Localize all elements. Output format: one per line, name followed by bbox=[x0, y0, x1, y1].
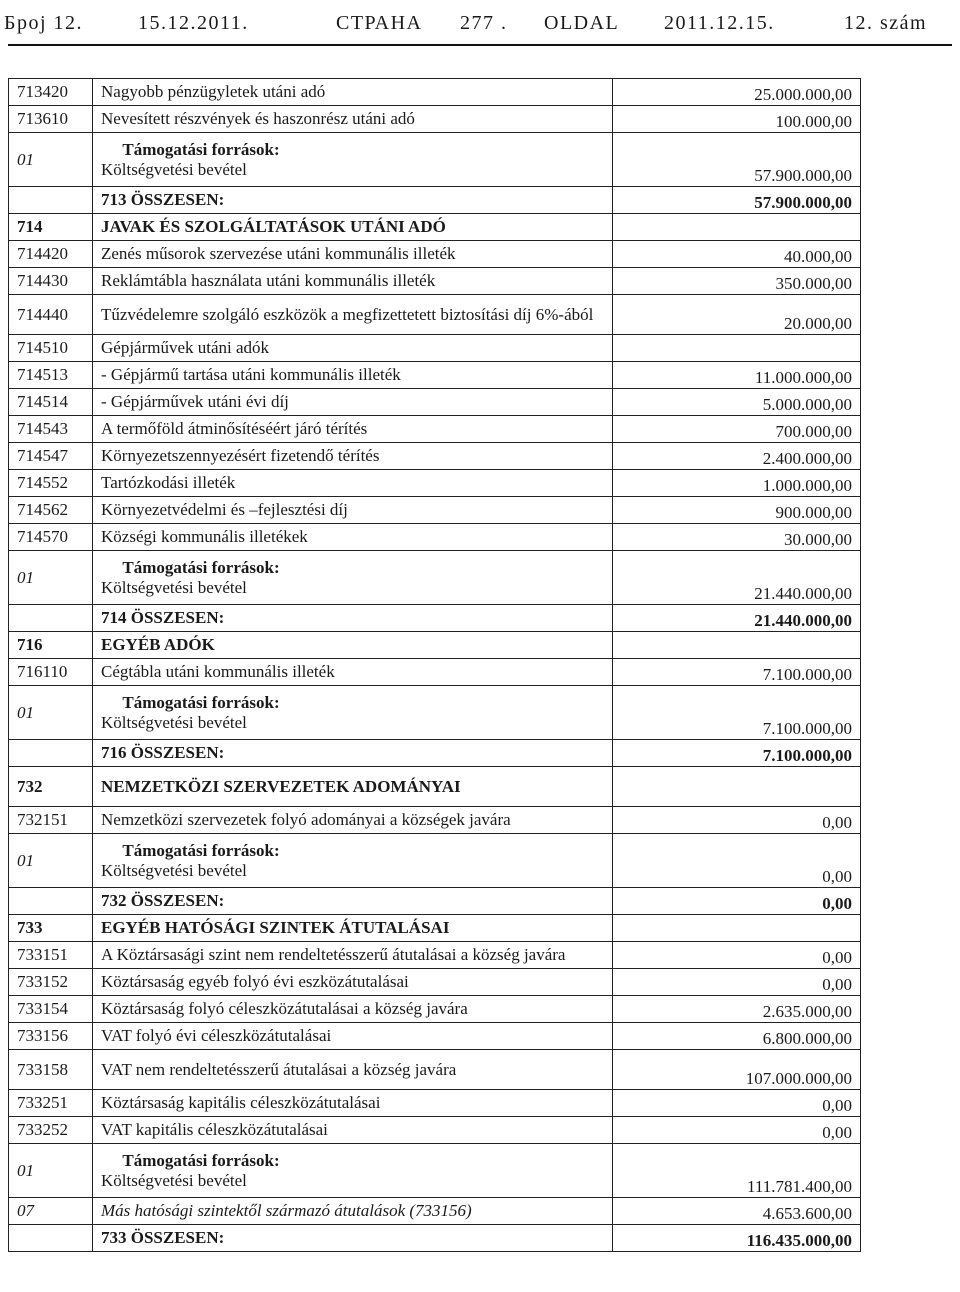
table-row bbox=[9, 969, 861, 996]
row-description-text: Gépjárművek utáni adók bbox=[101, 338, 270, 357]
row-description bbox=[93, 79, 613, 106]
row-description-text: Környezetszennyezésért fizetendő térítés bbox=[101, 446, 380, 465]
table-row bbox=[9, 1023, 861, 1050]
table-row bbox=[9, 1090, 861, 1117]
row-description bbox=[93, 1225, 613, 1252]
page-number: 277 . bbox=[460, 12, 508, 34]
row-code: 733154 bbox=[9, 996, 93, 1023]
row-description bbox=[93, 1050, 613, 1090]
row-code: 714430 bbox=[9, 268, 93, 295]
row-code bbox=[9, 740, 93, 767]
funding-source-name: Költségvetési bevétel bbox=[101, 577, 247, 597]
table-row bbox=[9, 106, 861, 133]
table-row bbox=[9, 214, 861, 241]
row-amount: 6.800.000,00 bbox=[613, 1023, 861, 1050]
table-row bbox=[9, 416, 861, 443]
row-description bbox=[93, 187, 613, 214]
row-amount: 7.100.000,00 bbox=[613, 659, 861, 686]
funding-sources-label: Támogatási források: bbox=[122, 692, 280, 712]
row-description bbox=[93, 1090, 613, 1117]
row-description bbox=[93, 834, 613, 888]
row-description bbox=[93, 335, 613, 362]
row-description bbox=[93, 295, 613, 335]
table-row bbox=[9, 524, 861, 551]
table-row bbox=[9, 1117, 861, 1144]
row-code: 01 bbox=[9, 1144, 93, 1198]
row-description-text: Környezetvédelmi és –fejlesztési díj bbox=[101, 500, 348, 519]
issue-number-hu: 12. szám bbox=[844, 12, 928, 34]
row-code bbox=[9, 888, 93, 915]
row-amount: 0,00 bbox=[613, 942, 861, 969]
row-code: 714513 bbox=[9, 362, 93, 389]
row-amount bbox=[613, 214, 861, 241]
row-description-text: - Gépjárművek utáni évi díj bbox=[101, 392, 289, 411]
row-amount: 700.000,00 bbox=[613, 416, 861, 443]
row-code: 714543 bbox=[9, 416, 93, 443]
row-description-text: Nagyobb pénzügyletek utáni adó bbox=[101, 82, 326, 101]
funding-source-name: Költségvetési bevétel bbox=[101, 712, 247, 732]
row-description bbox=[93, 106, 613, 133]
page-label-hu: OLDAL bbox=[544, 12, 620, 34]
row-description-text: NEMZETKÖZI SZERVEZETEK ADOMÁNYAI bbox=[101, 776, 461, 796]
row-amount: 57.900.000,00 bbox=[613, 133, 861, 187]
table-row bbox=[9, 295, 861, 335]
budget-table bbox=[8, 78, 861, 1252]
table-row bbox=[9, 362, 861, 389]
row-code: 01 bbox=[9, 133, 93, 187]
row-description bbox=[93, 605, 613, 632]
row-code: 713420 bbox=[9, 79, 93, 106]
row-description bbox=[93, 659, 613, 686]
table-row bbox=[9, 79, 861, 106]
row-description bbox=[93, 942, 613, 969]
header-divider bbox=[8, 44, 952, 46]
row-description bbox=[93, 497, 613, 524]
table-row bbox=[9, 942, 861, 969]
row-description-text: Köztársaság egyéb folyó évi eszközátutalásai bbox=[101, 972, 409, 991]
row-amount: 5.000.000,00 bbox=[613, 389, 861, 416]
row-code: 733152 bbox=[9, 969, 93, 996]
row-code: 01 bbox=[9, 834, 93, 888]
row-description bbox=[93, 1144, 613, 1198]
table-row bbox=[9, 888, 861, 915]
row-code: 733252 bbox=[9, 1117, 93, 1144]
row-code: 733156 bbox=[9, 1023, 93, 1050]
row-description bbox=[93, 551, 613, 605]
row-description bbox=[93, 389, 613, 416]
row-description bbox=[93, 807, 613, 834]
table-row bbox=[9, 740, 861, 767]
row-code: 733251 bbox=[9, 1090, 93, 1117]
page-label-sr: СТРАНА bbox=[336, 12, 423, 34]
row-amount: 2.400.000,00 bbox=[613, 443, 861, 470]
row-code: 714570 bbox=[9, 524, 93, 551]
row-amount bbox=[613, 767, 861, 807]
table-row bbox=[9, 1144, 861, 1198]
row-description-text: JAVAK ÉS SZOLGÁLTATÁSOK UTÁNI ADÓ bbox=[101, 217, 446, 236]
table-row bbox=[9, 335, 861, 362]
row-description-text: VAT kapitális céleszközátutalásai bbox=[101, 1120, 328, 1139]
row-description bbox=[93, 1198, 613, 1225]
row-code: 716110 bbox=[9, 659, 93, 686]
section-total-label: 713 ÖSSZESEN: bbox=[101, 190, 225, 209]
table-row bbox=[9, 470, 861, 497]
table-row bbox=[9, 551, 861, 605]
row-code: 714562 bbox=[9, 497, 93, 524]
row-code: 714510 bbox=[9, 335, 93, 362]
section-total-label: 733 ÖSSZESEN: bbox=[101, 1228, 225, 1247]
row-description-text: VAT folyó évi céleszközátutalásai bbox=[101, 1026, 332, 1045]
row-amount: 21.440.000,00 bbox=[613, 551, 861, 605]
row-code: 714 bbox=[9, 214, 93, 241]
row-description-text: EGYÉB HATÓSÁGI SZINTEK ÁTUTALÁSAI bbox=[101, 918, 450, 937]
row-description-text: EGYÉB ADÓK bbox=[101, 635, 215, 654]
row-description bbox=[93, 632, 613, 659]
row-amount: 2.635.000,00 bbox=[613, 996, 861, 1023]
row-code: 714547 bbox=[9, 443, 93, 470]
section-total-amount: 21.440.000,00 bbox=[613, 605, 861, 632]
table-row bbox=[9, 686, 861, 740]
section-total-label: 714 ÖSSZESEN: bbox=[101, 608, 225, 627]
issue-number-sr: Број 12. bbox=[4, 12, 84, 34]
row-code: 733151 bbox=[9, 942, 93, 969]
row-amount: 25.000.000,00 bbox=[613, 79, 861, 106]
row-amount: 900.000,00 bbox=[613, 497, 861, 524]
row-description bbox=[93, 524, 613, 551]
row-amount: 0,00 bbox=[613, 1117, 861, 1144]
section-total-amount: 7.100.000,00 bbox=[613, 740, 861, 767]
funding-sources-label: Támogatási források: bbox=[122, 1150, 280, 1170]
row-amount: 11.000.000,00 bbox=[613, 362, 861, 389]
date-hu: 2011.12.15. bbox=[664, 12, 775, 34]
section-total-amount: 57.900.000,00 bbox=[613, 187, 861, 214]
date-sr: 15.12.2011. bbox=[138, 12, 249, 34]
row-amount: 107.000.000,00 bbox=[613, 1050, 861, 1090]
funding-sources-label: Támogatási források: bbox=[122, 557, 280, 577]
row-description-text: Nemzetközi szervezetek folyó adományai a községek javára bbox=[101, 810, 511, 829]
funding-source-name: Költségvetési bevétel bbox=[101, 1170, 247, 1190]
row-amount: 20.000,00 bbox=[613, 295, 861, 335]
row-amount bbox=[613, 632, 861, 659]
table-row bbox=[9, 133, 861, 187]
section-total-amount: 116.435.000,00 bbox=[613, 1225, 861, 1252]
row-description bbox=[93, 214, 613, 241]
row-description-text: Nevesített részvények és haszonrész utáni adó bbox=[101, 109, 415, 128]
row-code: 733158 bbox=[9, 1050, 93, 1090]
table-row bbox=[9, 1198, 861, 1225]
row-code bbox=[9, 187, 93, 214]
row-description-text: Tartózkodási illeték bbox=[101, 473, 236, 492]
row-amount: 100.000,00 bbox=[613, 106, 861, 133]
section-total-amount: 0,00 bbox=[613, 888, 861, 915]
table-row bbox=[9, 807, 861, 834]
row-description-text: Községi kommunális illetékek bbox=[101, 527, 308, 546]
table-row bbox=[9, 834, 861, 888]
table-row bbox=[9, 659, 861, 686]
row-description-text: Cégtábla utáni kommunális illeték bbox=[101, 662, 335, 681]
row-amount: 0,00 bbox=[613, 834, 861, 888]
table-row bbox=[9, 268, 861, 295]
table-row bbox=[9, 996, 861, 1023]
row-code: 01 bbox=[9, 551, 93, 605]
table-row bbox=[9, 241, 861, 268]
row-amount: 1.000.000,00 bbox=[613, 470, 861, 497]
table-row bbox=[9, 443, 861, 470]
row-code: 01 bbox=[9, 686, 93, 740]
table-row bbox=[9, 605, 861, 632]
row-description bbox=[93, 996, 613, 1023]
row-description-text: Reklámtábla használata utáni kommunális illeték bbox=[101, 271, 436, 290]
funding-sources-label: Támogatási források: bbox=[122, 840, 280, 860]
row-description-text: VAT nem rendeltetésszerű átutalásai a község javára bbox=[101, 1059, 457, 1079]
funding-source-name: Költségvetési bevétel bbox=[101, 159, 247, 179]
row-amount: 0,00 bbox=[613, 1090, 861, 1117]
section-total-label: 716 ÖSSZESEN: bbox=[101, 743, 225, 762]
row-description bbox=[93, 915, 613, 942]
table-row bbox=[9, 767, 861, 807]
row-description-text: A termőföld átminősítéséért járó térítés bbox=[101, 419, 368, 438]
row-description bbox=[93, 362, 613, 389]
row-description-text: - Gépjármű tartása utáni kommunális illeték bbox=[101, 365, 401, 384]
row-description-text: Köztársaság folyó céleszközátutalásai a község javára bbox=[101, 999, 468, 1018]
row-description bbox=[93, 1117, 613, 1144]
row-description bbox=[93, 241, 613, 268]
row-amount bbox=[613, 335, 861, 362]
row-amount: 0,00 bbox=[613, 969, 861, 996]
row-description bbox=[93, 740, 613, 767]
row-code: 714440 bbox=[9, 295, 93, 335]
section-total-label: 732 ÖSSZESEN: bbox=[101, 891, 225, 910]
row-amount: 4.653.600,00 bbox=[613, 1198, 861, 1225]
row-amount bbox=[613, 915, 861, 942]
row-description bbox=[93, 1023, 613, 1050]
table-row bbox=[9, 497, 861, 524]
table-row bbox=[9, 187, 861, 214]
row-description bbox=[93, 686, 613, 740]
row-description bbox=[93, 133, 613, 187]
row-code: 714514 bbox=[9, 389, 93, 416]
funding-sources-label: Támogatási források: bbox=[122, 139, 280, 159]
row-amount: 0,00 bbox=[613, 807, 861, 834]
row-description-text: A Köztársasági szint nem rendeltetésszerű átutalásai a község javára bbox=[101, 945, 566, 964]
row-code: 732151 bbox=[9, 807, 93, 834]
row-code bbox=[9, 605, 93, 632]
table-row bbox=[9, 1050, 861, 1090]
row-description bbox=[93, 969, 613, 996]
row-code: 713610 bbox=[9, 106, 93, 133]
row-description bbox=[93, 888, 613, 915]
row-description-text: Zenés műsorok szervezése utáni kommunális illeték bbox=[101, 244, 456, 263]
page-header bbox=[0, 0, 960, 42]
table-row bbox=[9, 632, 861, 659]
funding-source-name: Költségvetési bevétel bbox=[101, 860, 247, 880]
row-code: 07 bbox=[9, 1198, 93, 1225]
row-amount: 7.100.000,00 bbox=[613, 686, 861, 740]
row-code: 714420 bbox=[9, 241, 93, 268]
row-amount: 30.000,00 bbox=[613, 524, 861, 551]
row-code: 716 bbox=[9, 632, 93, 659]
row-description-text: Tűzvédelemre szolgáló eszközök a megfizettetett biztosítási díj 6%-ából bbox=[101, 304, 594, 324]
row-description bbox=[93, 268, 613, 295]
row-description bbox=[93, 443, 613, 470]
row-amount: 111.781.400,00 bbox=[613, 1144, 861, 1198]
table-row bbox=[9, 389, 861, 416]
row-description bbox=[93, 470, 613, 497]
table-row bbox=[9, 915, 861, 942]
row-code: 714552 bbox=[9, 470, 93, 497]
row-code: 732 bbox=[9, 767, 93, 807]
row-amount: 40.000,00 bbox=[613, 241, 861, 268]
row-amount: 350.000,00 bbox=[613, 268, 861, 295]
table-row bbox=[9, 1225, 861, 1252]
row-code: 733 bbox=[9, 915, 93, 942]
row-code bbox=[9, 1225, 93, 1252]
row-description bbox=[93, 416, 613, 443]
row-description bbox=[93, 767, 613, 807]
row-description-text: Köztársaság kapitális céleszközátutalásai bbox=[101, 1093, 381, 1112]
row-description-text: Más hatósági szintektől származó átutalások (733156) bbox=[101, 1201, 472, 1220]
